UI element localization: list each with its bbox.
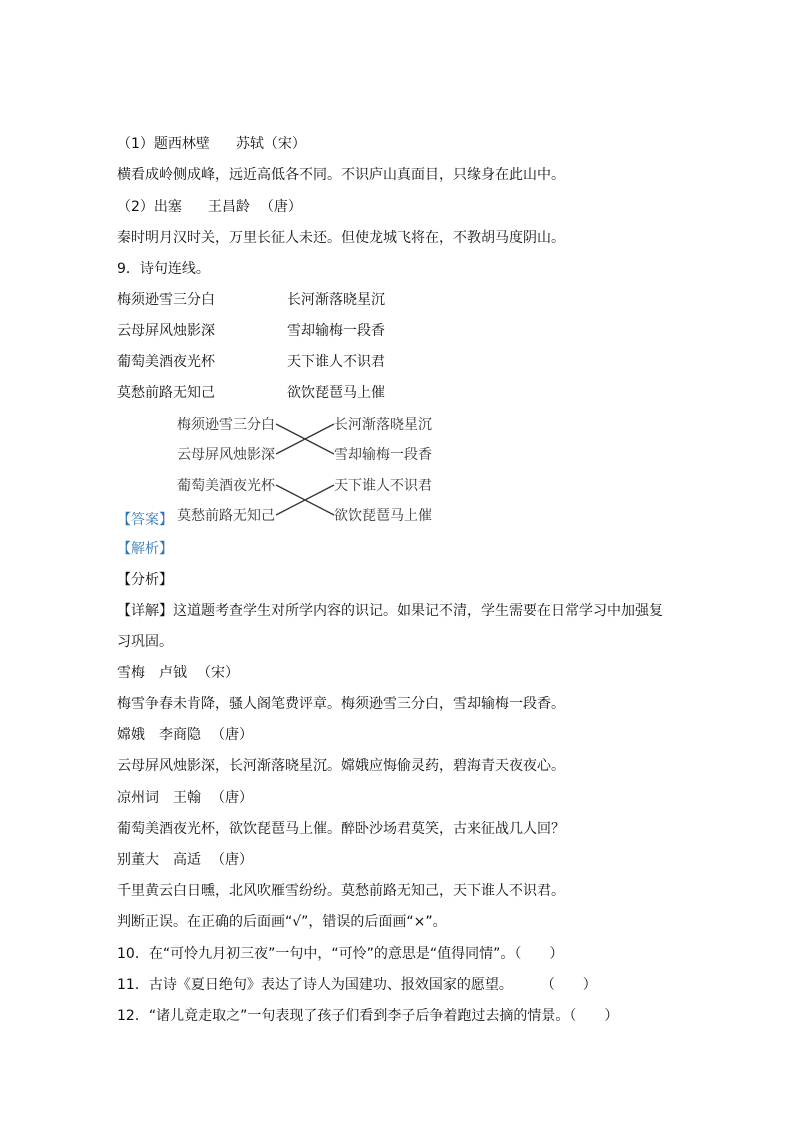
poem-1-heading — [117, 134, 306, 154]
detail-line-2: 习巩固。 — [117, 634, 173, 650]
source-4-heading — [117, 850, 253, 870]
source-4-text: 千里黄云白日曛，北风吹雁雪纷纷。莫愁前路无知己，天下谁人不识君。 — [117, 883, 565, 899]
answer-matching-diagram — [170, 408, 450, 528]
q9-title: 9．诗句连线。 — [117, 261, 210, 277]
analysis-label: 【解析】 — [117, 541, 173, 557]
answer-label: 【答案】 — [117, 512, 173, 528]
answer-left-4: 莫愁前路无知己 — [177, 508, 275, 524]
poem-1-title: （1）题西林壁 — [117, 136, 210, 152]
q9-left-1: 梅须逊雪三分白 — [117, 292, 215, 308]
q9-left-3: 葡萄美酒夜光杯 — [117, 354, 215, 370]
source-3-dynasty: （唐） — [211, 790, 253, 806]
source-1-heading — [117, 663, 239, 683]
question-11: 11．古诗《夏日绝句》表达了诗人为国建功、报效国家的愿望。 （ ） — [117, 977, 597, 993]
answer-right-4: 欲饮琵琶马上催 — [334, 508, 432, 524]
source-3-heading — [117, 788, 253, 808]
q9-left-2: 云母屏风烛影深 — [117, 323, 215, 339]
source-3-text: 葡萄美酒夜光杯，欲饮琵琶马上催。醉卧沙场君莫笑，古来征战几人回？ — [117, 821, 565, 837]
answer-right-1: 长河渐落晓星沉 — [334, 417, 432, 433]
answer-right-3: 天下谁人不识君 — [334, 478, 432, 494]
source-4-dynasty: （唐） — [211, 852, 253, 868]
source-3-author: 王翰 — [173, 790, 201, 806]
source-3-title: 凉州词 — [117, 790, 159, 806]
poem-2-text: 秦时明月汉时关，万里长征人未还。但使龙城飞将在，不教胡马度阴山。 — [117, 230, 565, 246]
q9-right-2: 雪却输梅一段香 — [287, 323, 385, 339]
source-4-author: 高适 — [173, 852, 201, 868]
poem-1-text: 横看成岭侧成峰，远近高低各不同。不识庐山真面目，只缘身在此山中。 — [117, 167, 565, 183]
source-1-dynasty: （宋） — [197, 665, 239, 681]
source-2-title: 嫦娥 — [117, 727, 145, 743]
detail-line-1: 【详解】这道题考查学生对所学内容的识记。如果记不清，学生需要在日常学习中加强复 — [117, 603, 663, 619]
source-2-author: 李商隐 — [159, 727, 201, 743]
fenxi-label: 【分析】 — [117, 572, 173, 588]
answer-link-lines — [276, 424, 334, 515]
answer-left-1: 梅须逊雪三分白 — [177, 417, 275, 433]
poem-2-author: 王昌龄 — [207, 199, 250, 215]
answer-right-2: 雪却输梅一段香 — [334, 447, 432, 463]
answer-left-3: 葡萄美酒夜光杯 — [177, 478, 275, 494]
judge-instruction: 判断正误。在正确的后面画“√”，错误的后面画“×”。 — [117, 914, 447, 930]
q9-right-1: 长河渐落晓星沉 — [287, 292, 385, 308]
question-12: 12．“诸儿竟走取之”一句表现了孩子们看到李子后争着跑过去摘的情景。（ ） — [117, 1008, 619, 1024]
poem-1-author: 苏轼（宋） — [235, 136, 306, 152]
poem-2-dynasty: （唐） — [259, 199, 302, 215]
source-2-text: 云母屏风烛影深，长河渐落晓星沉。嫦娥应悔偷灵药，碧海青天夜夜心。 — [117, 758, 565, 774]
q9-right-3: 天下谁人不识君 — [287, 354, 385, 370]
source-1-author: 卢钺 — [159, 665, 187, 681]
poem-2-heading — [117, 197, 302, 217]
question-10: 10．在“可怜九月初三夜”一句中，“可怜”的意思是“值得同情”。（ ） — [117, 946, 564, 962]
source-2-dynasty: （唐） — [211, 727, 253, 743]
q9-right-4: 欲饮琵琶马上催 — [287, 385, 385, 401]
source-1-title: 雪梅 — [117, 665, 145, 681]
q9-left-4: 莫愁前路无知己 — [117, 385, 215, 401]
poem-2-title: （2）出塞 — [117, 199, 182, 215]
answer-left-2: 云母屏风烛影深 — [177, 447, 275, 463]
source-2-heading — [117, 725, 253, 745]
source-1-text: 梅雪争春未肯降，骚人阁笔费评章。梅须逊雪三分白，雪却输梅一段香。 — [117, 696, 565, 712]
source-4-title: 别董大 — [117, 852, 159, 868]
